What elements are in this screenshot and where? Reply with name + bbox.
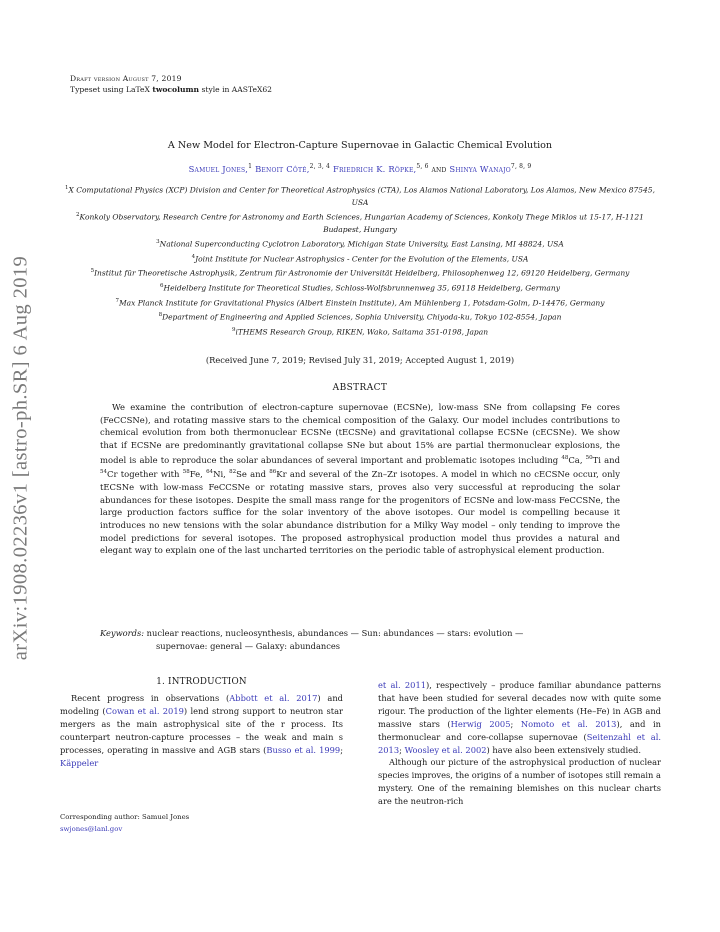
author-list — [60, 163, 660, 174]
draft-header — [70, 74, 272, 95]
citation-link[interactable]: Herwig 2005 — [450, 718, 511, 729]
email-link[interactable]: swjones@lanl.gov — [60, 824, 123, 833]
affiliation: $^3$National Superconducting Cyclotron Laboratory, Michigan State University, East Lansing, MI 48824, USA — [156, 238, 564, 249]
author-name[interactable]: Friedrich K. Röpke,$^{5, 6}$ — [332, 163, 429, 174]
arxiv-stamp — [0, 228, 42, 688]
author-name[interactable]: Shinya Wanajo$^{7, 8, 9}$ — [449, 163, 532, 174]
citation-link[interactable]: et al. 2011 — [378, 680, 427, 690]
citation-link[interactable]: Busso et al. 1999 — [266, 744, 341, 755]
affiliation: $^7$Max Planck Institute for Gravitational Physics (Albert Einstein Institute), Am Mühlenberg 1, Potsdam-Golm, D-14476, Germany — [115, 297, 605, 308]
authors-and: and — [431, 163, 447, 174]
keywords-label: Keywords: — [100, 628, 145, 638]
draft-version: Draft version August 7, 2019 — [70, 74, 182, 83]
corresponding-author — [60, 812, 189, 835]
affiliation: $^8$Department of Engineering and Applied Sciences, Sophia University, Chiyoda-ku, Tokyo 102-8554, Japan — [158, 312, 562, 322]
keywords — [100, 627, 620, 652]
affiliation: $^2$Konkoly Observatory, Research Centre for Astronomy and Earth Sciences, Hungarian Academy of Sciences, Konkoly Thege Miklos ut 15-17, H-1121 Budapest, Hungary — [76, 211, 644, 234]
affiliation: $^9$iTHEMS Research Group, RIKEN, Wako, Saitama 351-0198, Japan — [231, 327, 489, 337]
citation-link[interactable]: Abbott et al. 2017 — [229, 693, 318, 703]
citation-link[interactable]: Cowan et al. 2019 — [105, 705, 184, 716]
received-dates: (Received June 7, 2019; Revised July 31, 2019; Accepted August 1, 2019) — [205, 355, 515, 365]
typeset-line: Typeset using LaTeX twocolumn style in AASTeX62 — [70, 84, 273, 94]
affiliation: $^4$Joint Institute for Nuclear Astrophysics - Center for the Evolution of the Elements, USA — [191, 253, 529, 264]
affiliation: $^1$X Computational Physics (XCP) Division and Center for Theoretical Astrophysics (CTA), Los Alamos National Laboratory, Los Alamos, New Mexico 87545, USA — [65, 185, 655, 207]
right-column — [378, 679, 661, 808]
keywords-line: supernovae: general — Galaxy: abundances — [156, 640, 341, 651]
left-column — [60, 677, 343, 769]
section-heading: 1. INTRODUCTION — [156, 677, 247, 687]
author-name[interactable]: Benoit Côté,$^{2, 3, 4}$ — [255, 163, 331, 174]
intro-paragraph: Recent progress in observations (Abbott et al. 2017) and modeling (Cowan et al. 2019) lend strong support to neutron star mergers as the main astrophysical site of the r process. Its counterpart neutron-capture processes – the weak and main s processes, operating in massive and AGB stars (Busso et al. 1999; Käppeler — [60, 693, 344, 768]
paper-title: A New Model for Electron-Capture Supernovae in Galactic Chemical Evolution — [167, 140, 553, 151]
intro-paragraph: Although our picture of the astrophysical production of nuclear species improves, the origins of a number of isotopes still remain a mystery. One of the remaining blemishes on this nuclear charts are the neutron-rich — [378, 757, 661, 807]
citation-link[interactable]: Nomoto et al. 2013 — [520, 718, 617, 729]
citation-link[interactable]: Käppeler — [60, 757, 99, 768]
citation-link[interactable]: Woosley et al. 2002 — [404, 744, 487, 755]
affiliation: $^6$Heidelberg Institute for Theoretical Studies, Schloss-Wolfsbrunnenweg 35, 69118 Heidelberg, Germany — [160, 282, 560, 293]
affiliations — [60, 182, 660, 339]
intro-paragraph-continued: et al. 2011), respectively – produce familiar abundance patterns that have been studied for several decades now with quite some rigour. The production of the lighter elements (He–Fe) in AGB and massive stars (Herwig 2005; Nomoto et al. 2013), and in thermonuclear and core-collapse supernovae (Seitenzahl et al. 2013; Woosley et al. 2002) have also been extensively studied. — [378, 680, 661, 755]
author-name[interactable]: Samuel Jones,$^1$ — [188, 163, 253, 174]
corresponding-label: Corresponding author: Samuel Jones — [60, 813, 190, 821]
citation-link[interactable]: Seitenzahl et al. 2013 — [378, 731, 661, 755]
abstract-body: We examine the contribution of electron-capture supernovae (ECSNe), low-mass SNe from collapsing Fe cores (FeCCSNe), and rotating massive stars to the chemical composition of the Galaxy. Our model includes contributions to chemical evolution from both thermonuclear ECSNe (tECSNe) and gravitational collapse ECSNe (cECSNe). We show that if ECSNe are predominantly gravitational collapse SNe but about 15% are partial thermonuclear explosions, the model is able to reproduce the solar abundances of several important and problematic isotopes including $^{48}$Ca, $^{50}$Ti and $^{54}$Cr together with $^{58}$Fe, $^{64}$Ni, $^{82}$Se and $^{86}$Kr and several of the Zn–Zr isotopes. A model in which no cECSNe occur, only tECSNe with low-mass FeCCSNe or rotating massive stars, proves also very successful at reproducing the solar abundances for these isotopes. Despite the small mass range for the progenitors of ECSNe and low-mass FeCCSNe, the large production factors suffice for the solar inventory of the above isotopes. Our model is compelling because it introduces no new tensions with the solar abundance distribution for a Milky Way model – only tending to improve the model predictions for several isotopes. The proposed astrophysical production model thus provides a natural and elegant way to explain one of the last uncharted territories on the periodic table of astrophysical element production. — [100, 402, 621, 556]
abstract-heading: ABSTRACT — [332, 383, 388, 393]
arxiv-id: arXiv:1908.02236v1 [astro-ph.SR] 6 Aug 2019 — [9, 255, 32, 661]
keywords-line: nuclear reactions, nucleosynthesis, abundances — Sun: abundances — stars: evolution — — [144, 628, 524, 638]
affiliation: $^5$Institut für Theoretische Astrophysik, Zentrum für Astronomie der Universität Heidelberg, Philosophenweg 12, 69120 Heidelberg, Germany — [90, 268, 630, 278]
